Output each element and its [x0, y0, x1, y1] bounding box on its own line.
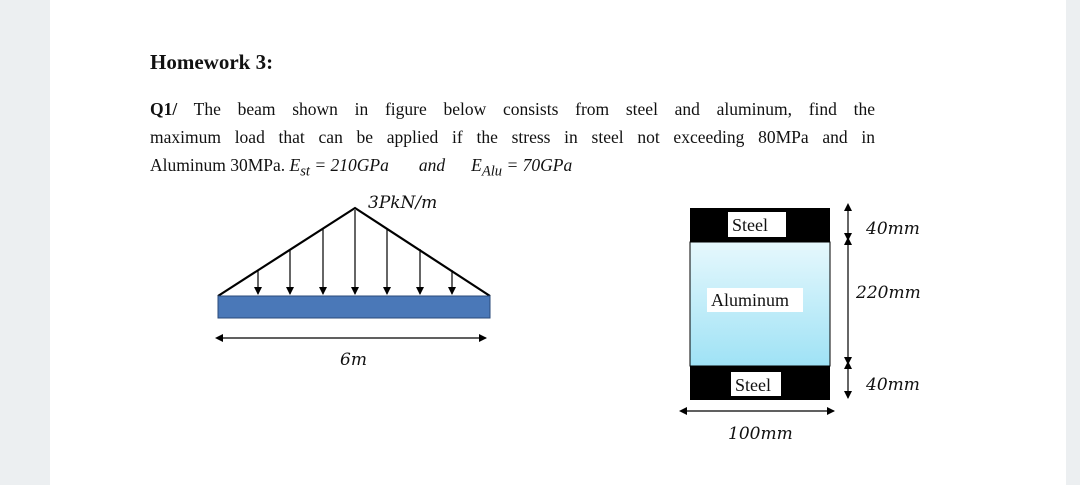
- top-steel-label: Steel: [732, 215, 768, 235]
- beam-diagram: [218, 193, 490, 370]
- and-word: and: [418, 155, 446, 175]
- steel-modulus: $E_{st} = 210GPa$: [289, 155, 389, 180]
- bottom-steel-label: Steel: [735, 375, 771, 395]
- aluminum-label: Aluminum: [711, 290, 790, 310]
- load-label: 3PkN/m: [368, 193, 438, 213]
- span-label: 6m: [340, 350, 367, 370]
- cross-section-diagram: [686, 208, 921, 444]
- beam: [218, 296, 490, 318]
- question-text-3: Aluminum 30MPa.: [150, 155, 286, 175]
- triangular-load-outline: [218, 208, 490, 296]
- aluminum-modulus: $E_{Alu} = 70GPa$: [471, 155, 573, 180]
- question-line-2: maximum load that can be applied if the stress in steel not exceeding 80MPa and in: [150, 127, 875, 147]
- homework-heading: Homework 3:: [150, 50, 274, 74]
- top-thickness-label: 40mm: [866, 219, 920, 239]
- width-label: 100mm: [728, 424, 793, 444]
- question-text-1: The beam shown in figure below consists from steel and aluminum, find the: [193, 99, 876, 119]
- core-height-label: 220mm: [856, 283, 921, 303]
- question-number: Q1/: [150, 99, 178, 119]
- bottom-thickness-label: 40mm: [866, 375, 920, 395]
